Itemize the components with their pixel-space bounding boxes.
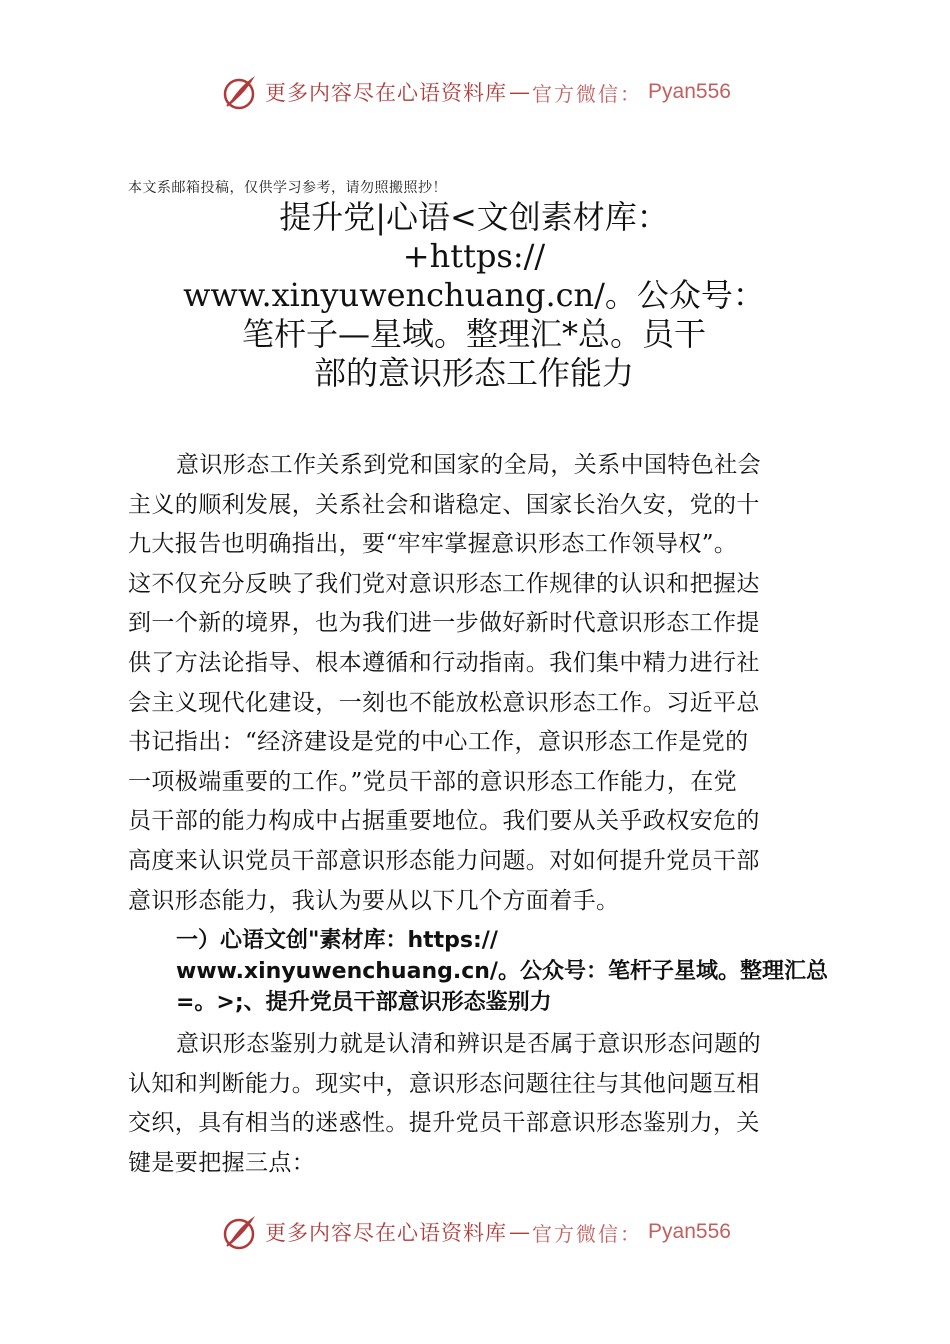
footer-banner bbox=[0, 1212, 950, 1252]
banner-separator: — bbox=[509, 1220, 531, 1244]
paragraph-line: 键是要把握三点： bbox=[128, 1149, 316, 1176]
paragraph-line: 一项极端重要的工作。”党员干部的意识形态工作能力，在党 bbox=[128, 768, 738, 795]
banner-wechat-label: 官方微信： bbox=[532, 81, 643, 106]
paragraph-line: 书记指出：“经济建设是党的中心工作，意识形态工作是党的 bbox=[128, 729, 749, 756]
banner-main-text: 更多内容尽在心语资料库 bbox=[265, 1221, 508, 1245]
heading-line: =。>;、提升党员干部意识形态鉴别力 bbox=[176, 990, 552, 1015]
title-line: www.xinyuwenchuang.cn/。公众号： bbox=[183, 276, 765, 314]
feather-pen-logo-icon bbox=[219, 72, 259, 112]
banner-separator: — bbox=[509, 80, 531, 104]
paragraph-line: 会主义现代化建设，一刻也不能放松意识形态工作。习近平总 bbox=[128, 689, 760, 716]
paragraph-line: 意识形态能力，我认为要从以下几个方面着手。 bbox=[128, 887, 620, 914]
paragraph-discernment bbox=[128, 1025, 820, 1183]
submission-notice: 本文系邮箱投稿，仅供学习参考，请勿照搬照抄！ bbox=[128, 180, 447, 196]
section-heading bbox=[176, 925, 856, 1018]
paragraph-line: 高度来认识党员干部意识形态能力问题。对如何提升党员干部 bbox=[128, 847, 760, 874]
heading-line: www.xinyuwenchuang.cn/。公众号：笔杆子星域。整理汇总 bbox=[176, 959, 828, 984]
paragraph-line: 员干部的能力构成中占据重要地位。我们要从关乎政权安危的 bbox=[128, 808, 760, 835]
paragraph-line: 供了方法论指导、根本遵循和行动指南。我们集中精力进行社 bbox=[128, 649, 760, 676]
document-title bbox=[128, 198, 820, 393]
paragraph-line: 认知和判断能力。现实中，意识形态问题往往与其他问题互相 bbox=[128, 1070, 760, 1097]
banner-wechat-label: 官方微信： bbox=[532, 1221, 643, 1246]
feather-pen-logo-icon bbox=[219, 1212, 259, 1252]
banner-wechat-id: Pyan556 bbox=[648, 80, 731, 103]
paragraph-line: 九大报告也明确指出，要“牢牢掌握意识形态工作领导权”。 bbox=[128, 531, 738, 558]
paragraph-line: 到一个新的境界，也为我们进一步做好新时代意识形态工作提 bbox=[128, 610, 760, 637]
banner-main-text: 更多内容尽在心语资料库 bbox=[265, 81, 508, 105]
title-line: +https:// bbox=[402, 237, 546, 275]
paragraph-intro bbox=[128, 446, 820, 921]
title-line: 提升党|心语<文创素材库： bbox=[279, 198, 669, 236]
header-banner bbox=[0, 72, 950, 112]
title-line: 部的意识形态工作能力 bbox=[313, 354, 634, 392]
paragraph-line: 这不仅充分反映了我们党对意识形态工作规律的认识和把握达 bbox=[128, 570, 760, 597]
paragraph-line: 意识形态鉴别力就是认清和辨识是否属于意识形态问题的 bbox=[176, 1031, 761, 1057]
heading-line: 一）心语文创"素材库：https:// bbox=[176, 928, 498, 953]
paragraph-line: 主义的顺利发展，关系社会和谐稳定、国家长治久安，党的十 bbox=[128, 491, 760, 518]
paragraph-line: 交织，具有相当的迷惑性。提升党员干部意识形态鉴别力，关 bbox=[128, 1110, 760, 1137]
title-line: 笔杆子—星域。整理汇*总。员干 bbox=[241, 315, 706, 353]
paragraph-line: 意识形态工作关系到党和国家的全局，关系中国特色社会 bbox=[176, 452, 761, 478]
banner-wechat-id: Pyan556 bbox=[648, 1220, 731, 1243]
